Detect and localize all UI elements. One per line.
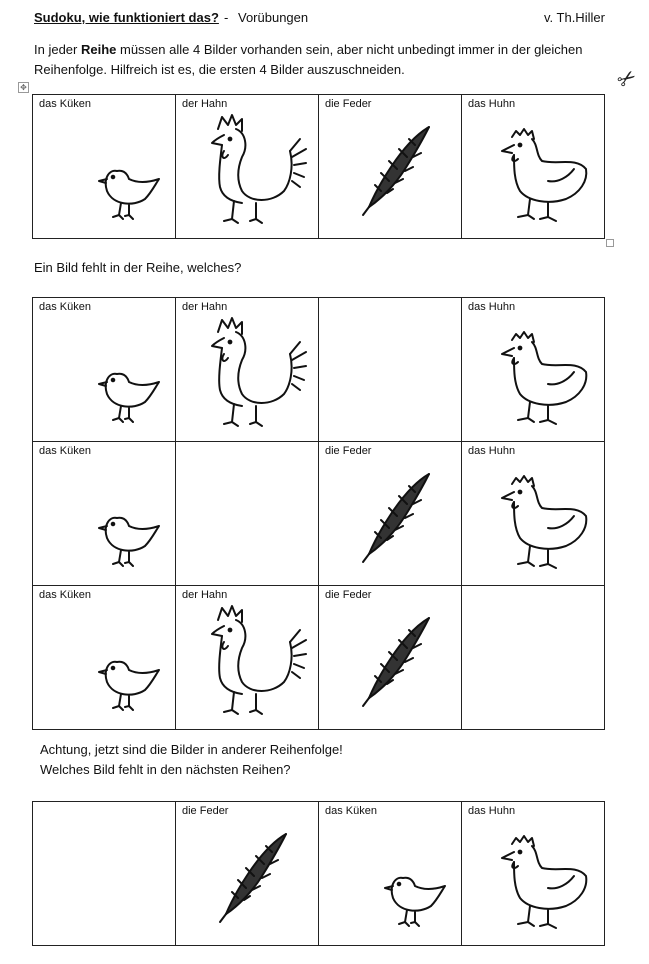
picture-cell-hen [462, 442, 605, 586]
picture-cell-hen [462, 298, 605, 442]
sudoku-table-exercise-2 [32, 801, 605, 946]
cell-label: der Hahn [182, 589, 228, 601]
scissors-icon: ✂ [612, 63, 642, 95]
picture-cell-feather [319, 95, 462, 239]
move-handle-icon[interactable]: ✥ [18, 82, 29, 93]
empty-cell [319, 298, 462, 442]
picture-cell-hen [462, 95, 605, 239]
empty-cell [33, 802, 176, 946]
picture-table-intro [32, 94, 605, 239]
cell-label: das Küken [39, 589, 91, 601]
picture-cell-rooster [176, 586, 319, 730]
picture-cell-chick [33, 586, 176, 730]
table-row [33, 586, 605, 730]
picture-cell-feather [176, 802, 319, 946]
picture-cell-rooster [176, 95, 319, 239]
empty-cell [176, 442, 319, 586]
page-title: Sudoku, wie funktioniert das? [34, 10, 219, 25]
intro-text-post: müssen alle 4 Bilder vorhanden sein, aber nicht unbedingt immer in der gleichen [116, 42, 583, 57]
sudoku-table-exercise-1 [32, 297, 605, 730]
intro-bold-word: Reihe [80, 42, 117, 57]
picture-cell-rooster [176, 298, 319, 442]
picture-cell-chick [33, 298, 176, 442]
cell-label: die Feder [182, 805, 229, 817]
cell-label: der Hahn [182, 301, 228, 313]
author: v. Th.Hiller [544, 10, 605, 25]
title-separator: - [224, 10, 229, 25]
intro-paragraph [34, 40, 614, 80]
note-line-2: Welches Bild fehlt in den nächsten Reihen? [40, 762, 291, 777]
intro-line-2: Reihenfolge. Hilfreich ist es, die ersten 4 Bilder auszuschneiden. [34, 62, 405, 77]
cell-label: die Feder [325, 589, 372, 601]
table-row [33, 298, 605, 442]
cell-label: die Feder [325, 98, 372, 110]
picture-cell-feather [319, 442, 462, 586]
cell-label: das Huhn [468, 445, 516, 457]
cell-label: der Hahn [182, 98, 228, 110]
cell-label: das Huhn [468, 98, 516, 110]
note-line-1: Achtung, jetzt sind die Bilder in anderer Reihenfolge! [40, 742, 343, 757]
cell-label: die Feder [325, 445, 372, 457]
empty-cell [462, 586, 605, 730]
page-subtitle: Vorübungen [238, 10, 309, 25]
resize-handle-icon[interactable] [606, 239, 614, 247]
cell-label: das Küken [325, 805, 377, 817]
picture-cell-hen [462, 802, 605, 946]
cell-label: das Küken [39, 301, 91, 313]
cell-label: das Huhn [468, 805, 516, 817]
picture-cell-feather [319, 586, 462, 730]
question-text: Ein Bild fehlt in der Reihe, welches? [34, 260, 242, 275]
cell-label: das Küken [39, 98, 91, 110]
intro-text-pre: In jeder [34, 42, 81, 57]
picture-cell-chick [33, 95, 176, 239]
cell-label: das Huhn [468, 301, 516, 313]
cell-label: das Küken [39, 445, 91, 457]
table-row [33, 802, 605, 946]
picture-cell-chick [33, 442, 176, 586]
table-row [33, 95, 605, 239]
table-row [33, 442, 605, 586]
picture-cell-chick [319, 802, 462, 946]
note-paragraph [40, 740, 343, 780]
